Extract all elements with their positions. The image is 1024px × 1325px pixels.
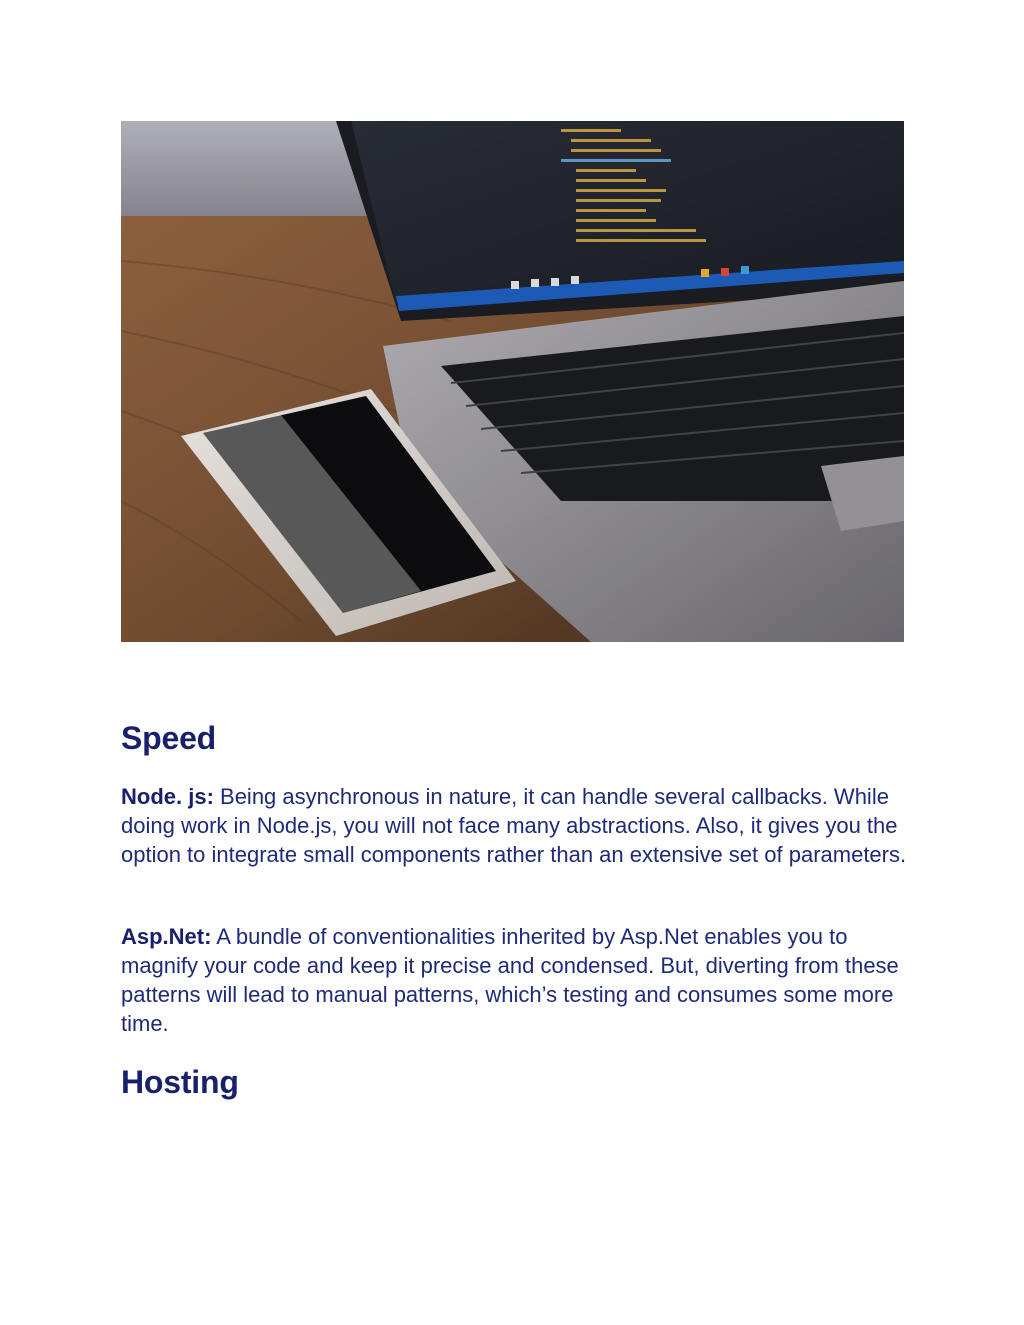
paragraph-lead-aspnet: Asp.Net: bbox=[121, 924, 212, 949]
paragraph-aspnet bbox=[121, 922, 911, 1038]
paragraph-nodejs bbox=[121, 782, 911, 869]
section-heading-speed: Speed bbox=[121, 720, 217, 756]
hero-photo bbox=[121, 121, 904, 642]
paragraph-text-aspnet: A bundle of conventionalities inherited by Asp.Net enables you to magnify your code and keep it precise and condensed. But, diverting from these patterns will lead to manual patterns, which’s testing and consumes some more time. bbox=[121, 924, 899, 1036]
section-heading-hosting: Hosting bbox=[121, 1064, 239, 1100]
paragraph-lead-nodejs: Node. js: bbox=[121, 784, 214, 809]
paragraph-text-nodejs: Being asynchronous in nature, it can handle several callbacks. While doing work in Node.js, you will not face many abstractions. Also, it gives you the option to integrate small components rather than an extensive set of parameters. bbox=[121, 784, 907, 867]
